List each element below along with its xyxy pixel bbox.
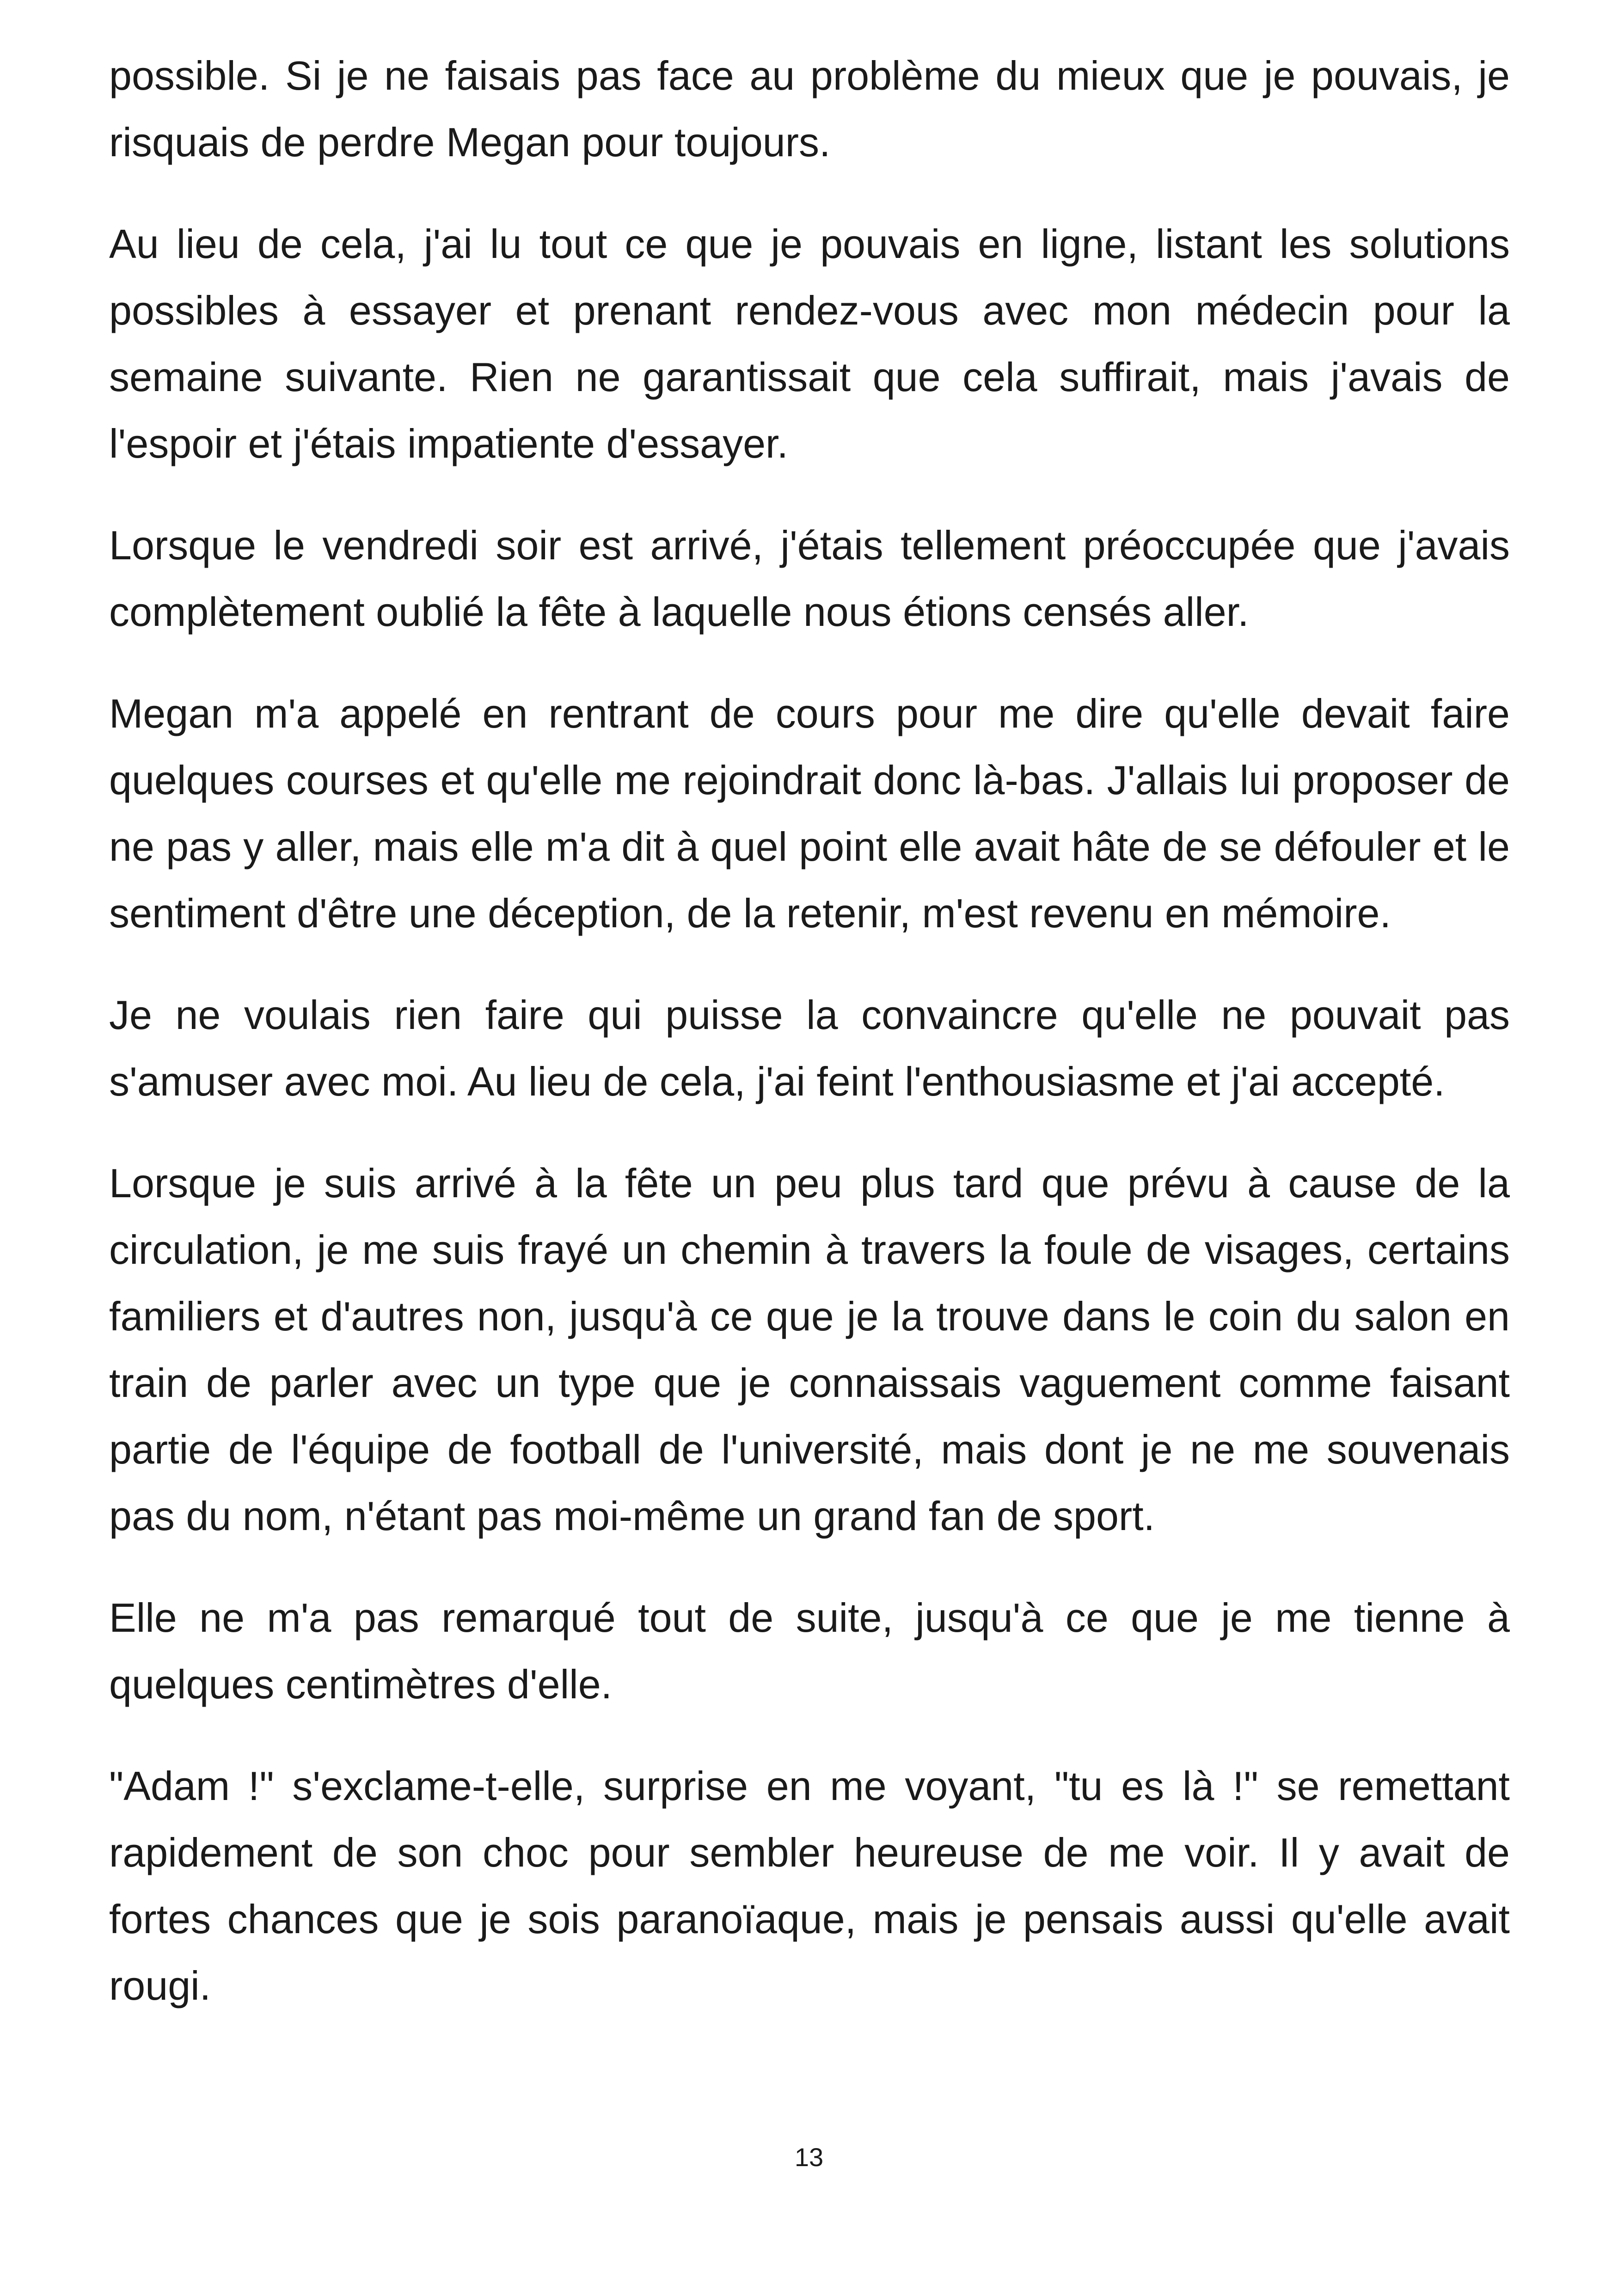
paragraph: Lorsque je suis arrivé à la fête un peu plus tard que prévu à cause de la circulation, je me suis frayé un chemin à travers la foule de visages, certains familiers et d'autres non, jusqu'à ce que je la trouve dans le coin du salon en train de parler avec un type que je connaissais vaguement comme faisant partie de l'équipe de football de l'université, mais dont je ne me souvenais pas du nom, n'étant pas moi-même un grand fan de sport. — [109, 1160, 1510, 1539]
paragraph: Je ne voulais rien faire qui puisse la convaincre qu'elle ne pouvait pas s'amuser avec moi. Au lieu de cela, j'ai feint l'enthousiasme et j'ai accepté. — [109, 992, 1510, 1104]
paragraph: Lorsque le vendredi soir est arrivé, j'étais tellement préoccupée que j'avais complètement oublié la fête à laquelle nous étions censés aller. — [109, 522, 1510, 635]
paragraph: "Adam !" s'exclame-t-elle, surprise en me voyant, "tu es là !" se remettant rapidement de son choc pour sembler heureuse de me voir. Il y avait de fortes chances que je sois paranoïaque, mais je pensais aussi qu'elle avait rougi. — [109, 1763, 1510, 2008]
paragraph: Megan m'a appelé en rentrant de cours pour me dire qu'elle devait faire quelques courses et qu'elle me rejoindrait donc là-bas. J'allais lui proposer de ne pas y aller, mais elle m'a dit à quel point elle avait hâte de se défouler et le sentiment d'être une déception, de la retenir, m'est revenu en mémoire. — [109, 691, 1510, 936]
paragraph: Au lieu de cela, j'ai lu tout ce que je pouvais en ligne, listant les solutions possibles à essayer et prenant rendez-vous avec mon médecin pour la semaine suivante. Rien ne garantissait que cela suffirait, mais j'avais de l'espoir et j'étais impatiente d'essayer. — [109, 221, 1510, 466]
page-number: 13 — [794, 2143, 824, 2172]
paragraph: possible. Si je ne faisais pas face au problème du mieux que je pouvais, je risquais de perdre Megan pour toujours. — [109, 53, 1510, 165]
body-text — [109, 43, 1510, 2054]
paragraph: Elle ne m'a pas remarqué tout de suite, jusqu'à ce que je me tienne à quelques centimètres d'elle. — [109, 1595, 1510, 1707]
